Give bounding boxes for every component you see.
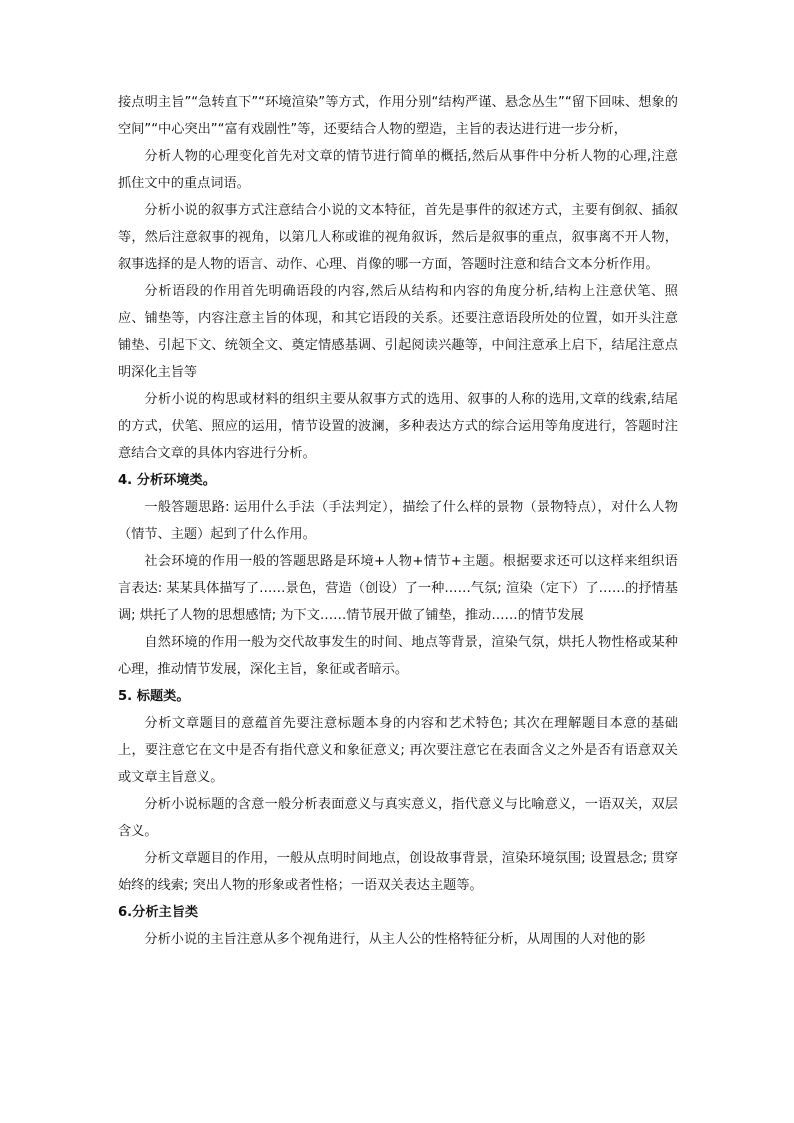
paragraph-character-psychology: 分析人物的心理变化首先对文章的情节进行简单的概括,然后从事件中分析人物的心理,注意抓住文中的重点词语。: [118, 149, 678, 191]
paragraph-structure-conception: 分析小说的构思或材料的组织主要从叙事方式的选用、叙事的人称的选用,文章的线索,结尾的方式，伏笔、照应的运用，情节设置的波澜，多种表达方式的综合运用等角度进行，答题时注意结合文章的具体内容进行分析。: [118, 392, 678, 461]
paragraph-plot-ending: 接点明主旨”“急转直下”“环境渲染”等方式，作用分别“结构严谨、悬念丛生”“留下回味、想象的空间”“中心突出”“富有戏剧性”等，还要结合人物的塑造，主旨的表达进行进一步分析，: [118, 95, 678, 137]
paragraph-social-environment: 社会环境的作用一般的答题思路是环境+人物+情节+主题。根据要求还可以这样来组织语言表达: 某某具体描写了……景色，营造（创设）了一种……气氛; 渲染（定下）了……的抒情基调; 烘托了人物的思想感情; 为下文……情节展开做了铺垫，推动……的情节发展: [118, 554, 678, 623]
paragraph-title-meaning: 分析文章题目的意蕴首先要注意标题本身的内容和艺术特色; 其次在理解题目本意的基础上，要注意它在文中是否有指代意义和象征意义; 再次要注意它在表面含义之外是否有语意双关或文章主旨意义。: [118, 716, 678, 785]
paragraph-natural-environment: 自然环境的作用一般为交代故事发生的时间、地点等背景，渲染气氛，烘托人物性格或某种心理，推动情节发展，深化主旨，象征或者暗示。: [118, 635, 678, 677]
paragraph-title-function: 分析文章题目的作用，一般从点明时间地点，创设故事背景，渲染环境氛围; 设置悬念; 贯穿始终的线索; 突出人物的形象或者性格；一语双关表达主题等。: [118, 851, 678, 893]
section-heading-environment: 4. 分析环境类。: [118, 473, 216, 488]
paragraph-theme-analysis: 分析小说的主旨注意从多个视角进行，从主人公的性格特征分析，从周围的人对他的影: [144, 932, 646, 947]
section-heading-theme: 6.分析主旨类: [118, 905, 199, 920]
paragraph-title-implication: 分析小说标题的含意一般分析表面意义与真实意义，指代意义与比喻意义，一语双关，双层含义。: [118, 797, 678, 839]
paragraph-environment-general: 一般答题思路: 运用什么手法（手法判定），描绘了什么样的景物（景物特点），对什么人物（情节、主题）起到了什么作用。: [118, 500, 678, 542]
document-body: [118, 89, 678, 953]
section-heading-title: 5. 标题类。: [118, 689, 190, 704]
paragraph-passage-function: 分析语段的作用首先明确语段的内容,然后从结构和内容的角度分析,结构上注意伏笔、照应、铺垫等，内容注意主旨的体现，和其它语段的关系。还要注意语段所处的位置，如开头注意铺垫、引起下文、统领全文、奠定情感基调、引起阅读兴趣等，中间注意承上启下，结尾注意点明深化主旨等: [118, 284, 678, 380]
paragraph-narrative-method: 分析小说的叙事方式注意结合小说的文本特征，首先是事件的叙述方式，主要有倒叙、插叙等，然后注意叙事的视角，以第几人称或谁的视角叙诉，然后是叙事的重点，叙事离不开人物，叙事选择的是人物的语言、动作、心理、肖像的哪一方面，答题时注意和结合文本分析作用。: [118, 203, 678, 272]
